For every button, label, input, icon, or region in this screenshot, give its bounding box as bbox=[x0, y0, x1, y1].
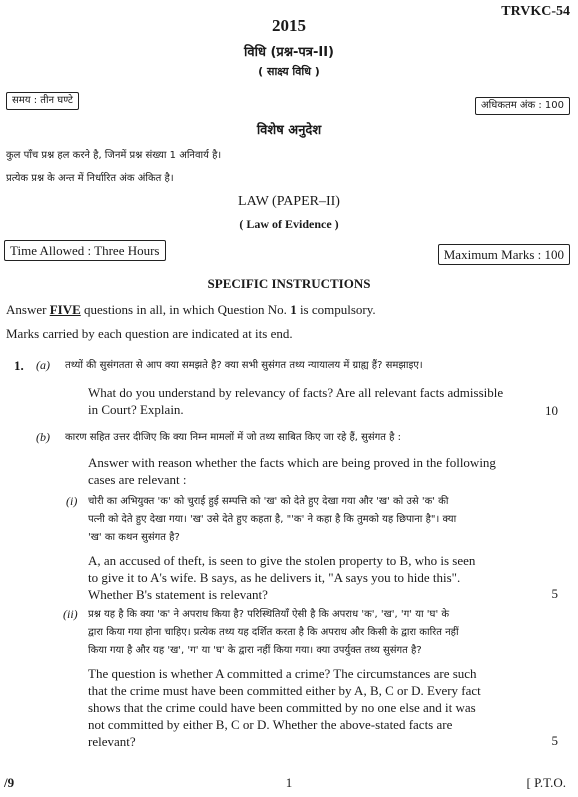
paper-title-hindi: विधि (प्रश्न-पत्र-II) bbox=[244, 45, 334, 60]
page-number: 1 bbox=[285, 775, 293, 790]
subpart-i-hindi-line1: चोरी का अभियुक्त 'क' को चुराई हुई सम्पत्ति को 'ख' को देते हुए देखा गया और 'ख' को उसे 'क' की bbox=[88, 496, 449, 507]
time-allowed-english: Time Allowed : Three Hours bbox=[4, 240, 166, 261]
subpart-ii-hindi-line2: द्वारा किया गया होना चाहिए। प्रत्येक तथ्य यह दर्शित करता है कि अपराध और किसी के द्वारा कारित नहीं bbox=[88, 627, 459, 638]
question-number: 1. bbox=[14, 358, 24, 373]
paper-subtitle-english: ( Law of Evidence ) bbox=[239, 217, 339, 231]
subpart-i-english-line1: A, an accused of theft, is seen to give the stolen property to B, who is seen bbox=[88, 553, 476, 568]
part-a-english-line2: in Court? Explain. bbox=[88, 402, 184, 417]
instruction-1-part-e: is compulsory. bbox=[296, 302, 376, 317]
part-b-english-line2: cases are relevant : bbox=[88, 472, 187, 487]
subpart-ii-hindi-line1: प्रश्न यह है कि क्या 'क' ने अपराध किया है? परिस्थितियाँ ऐसी है कि अपराध 'क', 'ख', 'ग' या 'घ' के bbox=[88, 609, 450, 620]
max-marks-english: Maximum Marks : 100 bbox=[438, 244, 570, 265]
paper-subtitle-hindi: ( साक्ष्य विधि ) bbox=[258, 65, 320, 78]
instruction-1-hindi: कुल पाँच प्रश्न हल करने है, जिनमें प्रश्न संख्या 1 अनिवार्य है। bbox=[6, 150, 222, 161]
subpart-i-english-line2: to give it to A's wife. B says, as he delivers it, "A says you to hide this". bbox=[88, 570, 461, 585]
subpart-ii-label: (ii) bbox=[63, 607, 78, 621]
paper-title-english: LAW (PAPER–II) bbox=[238, 194, 340, 209]
instruction-1-part-a: Answer bbox=[6, 302, 50, 317]
instruction-1-five: FIVE bbox=[49, 302, 81, 317]
footer-left-code: /9 bbox=[4, 775, 15, 790]
subpart-ii-english-line1: The question is whether A committed a crime? The circumstances are such bbox=[88, 666, 477, 681]
time-allowed-hindi: समय : तीन घण्टे bbox=[6, 92, 79, 110]
subpart-ii-hindi-line3: किया गया है और यह 'ख', 'ग' या 'घ' के द्वारा नहीं किया गया। क्या उपर्युक्त तथ्य सुसंगत है? bbox=[88, 645, 422, 656]
part-b-english-line1: Answer with reason whether the facts which are being proved in the following bbox=[88, 455, 496, 470]
special-instructions-hindi-heading: विशेष अनुदेश bbox=[256, 123, 322, 138]
please-turn-over: [ P.T.O. bbox=[526, 775, 566, 790]
part-a-marks: 10 bbox=[545, 403, 558, 418]
instruction-2-hindi: प्रत्येक प्रश्न के अन्त में निर्धारित अंक अंकित है। bbox=[6, 173, 174, 184]
subpart-i-english-line3: Whether B's statement is relevant? bbox=[88, 587, 268, 602]
special-instructions-english-heading: SPECIFIC INSTRUCTIONS bbox=[207, 276, 371, 291]
subpart-ii-english-line2: that the crime must have been committed either by A, B, C or D. Every fact bbox=[88, 683, 481, 698]
subpart-i-hindi-line3: 'ख' का कथन सुसंगत है? bbox=[88, 532, 180, 543]
paper-code: TRVKC-54 bbox=[501, 4, 570, 19]
instruction-1-english bbox=[6, 302, 376, 318]
instruction-2-english: Marks carried by each question are indicated at its end. bbox=[6, 326, 293, 341]
subpart-ii-marks: 5 bbox=[551, 733, 558, 748]
part-a-label: (a) bbox=[36, 358, 50, 372]
part-a-hindi: तथ्यों की सुसंगतता से आप क्या समझते है? क्या सभी सुसंगत तथ्य न्यायालय में ग्राह्य हैं? समझाइए। bbox=[65, 360, 423, 371]
subpart-ii-english-line4: not committed by either B, C or D. Whether the above-stated facts are bbox=[88, 717, 453, 732]
instruction-1-qnum: 1 bbox=[290, 302, 297, 317]
subpart-i-hindi-line2: पत्नी को देते हुए देखा गया। 'ख' उसे देते हुए कहता है, "'क' ने कहा है कि तुमको यह छिपाना है"। क्या bbox=[88, 514, 457, 525]
part-a-english-line1: What do you understand by relevancy of facts? Are all relevant facts admissible bbox=[88, 385, 504, 400]
subpart-ii-english-line5: relevant? bbox=[88, 734, 136, 749]
subpart-ii-english-line3: shows that the crime could have been committed by no one else and it was bbox=[88, 700, 476, 715]
exam-year: 2015 bbox=[272, 16, 306, 35]
part-b-hindi: कारण सहित उत्तर दीजिए कि क्या निम्न मामलों में जो तथ्य साबित किए जा रहे हैं, सुसंगत है : bbox=[65, 432, 402, 443]
instruction-1-part-c: questions in all, in which Question No. bbox=[80, 302, 291, 317]
subpart-i-label: (i) bbox=[66, 494, 78, 508]
part-b-label: (b) bbox=[36, 430, 50, 444]
subpart-i-marks: 5 bbox=[551, 586, 558, 601]
max-marks-hindi: अधिकतम अंक : 100 bbox=[475, 97, 570, 115]
